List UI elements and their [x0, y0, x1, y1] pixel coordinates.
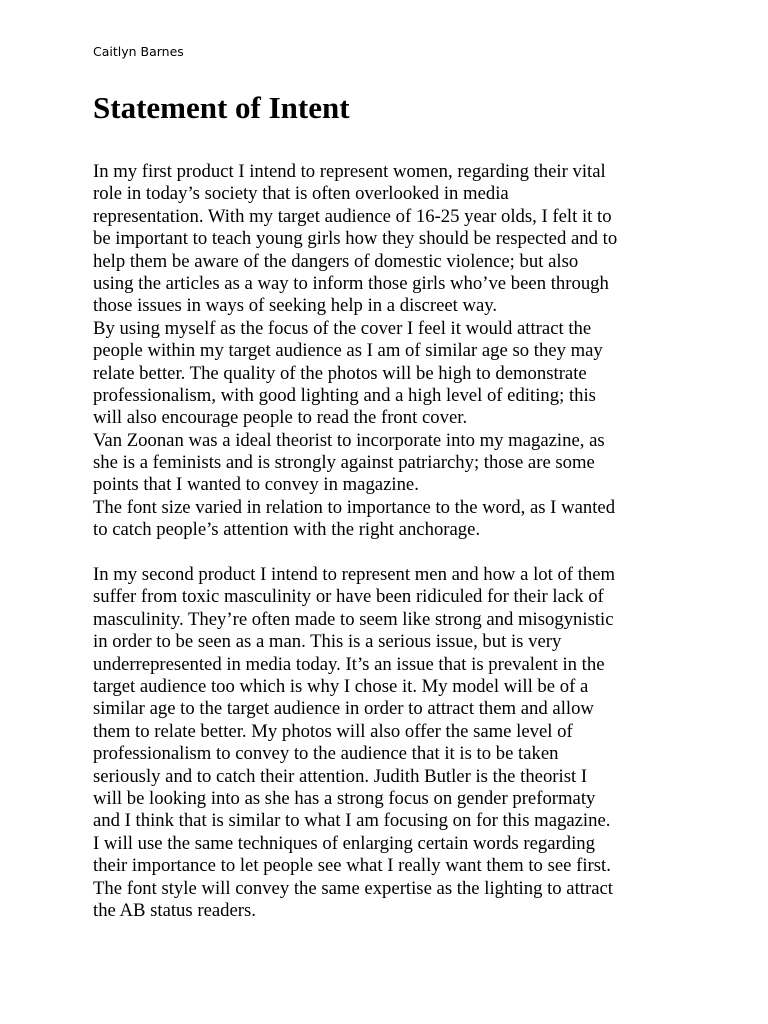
page-title: Statement of Intent [93, 90, 350, 125]
text-line: underrepresented in media today. It’s an issue that is prevalent in the [93, 653, 605, 675]
text-line: using the articles as a way to inform those girls who’ve been through [93, 272, 609, 294]
paragraph-spacer [93, 542, 617, 564]
text-line: she is a feminists and is strongly against patriarchy; those are some [93, 452, 595, 474]
paragraph-1 [93, 161, 617, 542]
text-line: similar age to the target audience in order to attract them and allow [93, 698, 594, 720]
text-line: By using myself as the focus of the cover I feel it would attract the [93, 317, 592, 339]
text-line: seriously and to catch their attention. Judith Butler is the theorist I [93, 765, 588, 787]
text-line: be important to teach young girls how they should be respected and to [93, 228, 618, 250]
text-line: relate better. The quality of the photos will be high to demonstrate [93, 362, 587, 384]
text-line: In my second product I intend to represent men and how a lot of them [93, 564, 616, 586]
text-line: points that I wanted to convey in magazine. [93, 474, 419, 496]
text-line: will be looking into as she has a strong focus on gender preformaty [93, 787, 596, 809]
text-line: in order to be seen as a man. This is a serious issue, but is very [93, 631, 562, 653]
text-line: them to relate better. My photos will also offer the same level of [93, 720, 573, 742]
text-line: those issues in ways of seeking help in a discreet way. [93, 295, 498, 317]
text-line: professionalism to convey to the audience that it is to be taken [93, 743, 559, 765]
document-body [93, 161, 617, 922]
text-line: and I think that is similar to what I am focusing on for this magazine. [93, 810, 611, 832]
text-line: suffer from toxic masculinity or have been ridiculed for their lack of [93, 586, 604, 608]
text-line: target audience too which is why I chose it. My model will be of a [93, 675, 589, 697]
text-line: representation. With my target audience of 16-25 year olds, I felt it to [93, 205, 612, 227]
text-line: The font size varied in relation to importance to the word, as I wanted [93, 496, 616, 518]
text-line: their importance to let people see what I really want them to see first. [93, 855, 611, 877]
author-name: Caitlyn Barnes [93, 44, 184, 59]
text-line: In my first product I intend to represent women, regarding their vital [93, 161, 606, 182]
text-line: The font style will convey the same expertise as the lighting to attract [93, 877, 613, 899]
text-line: help them be aware of the dangers of domestic violence; but also [93, 250, 579, 272]
text-line: to catch people’s attention with the right anchorage. [93, 519, 481, 541]
text-line: people within my target audience as I am of similar age so they may [93, 340, 603, 362]
text-line: masculinity. They’re often made to seem like strong and misogynistic [93, 608, 614, 630]
text-line: the AB status readers. [93, 899, 256, 921]
text-line: professionalism, with good lighting and a high level of editing; this [93, 384, 596, 406]
paragraph-2 [93, 564, 617, 922]
text-line: I will use the same techniques of enlarging certain words regarding [93, 832, 595, 854]
text-line: will also encourage people to read the front cover. [93, 407, 468, 429]
text-line: Van Zoonan was a ideal theorist to incorporate into my magazine, as [93, 429, 605, 451]
text-line: role in today’s society that is often overlooked in media [93, 183, 509, 205]
